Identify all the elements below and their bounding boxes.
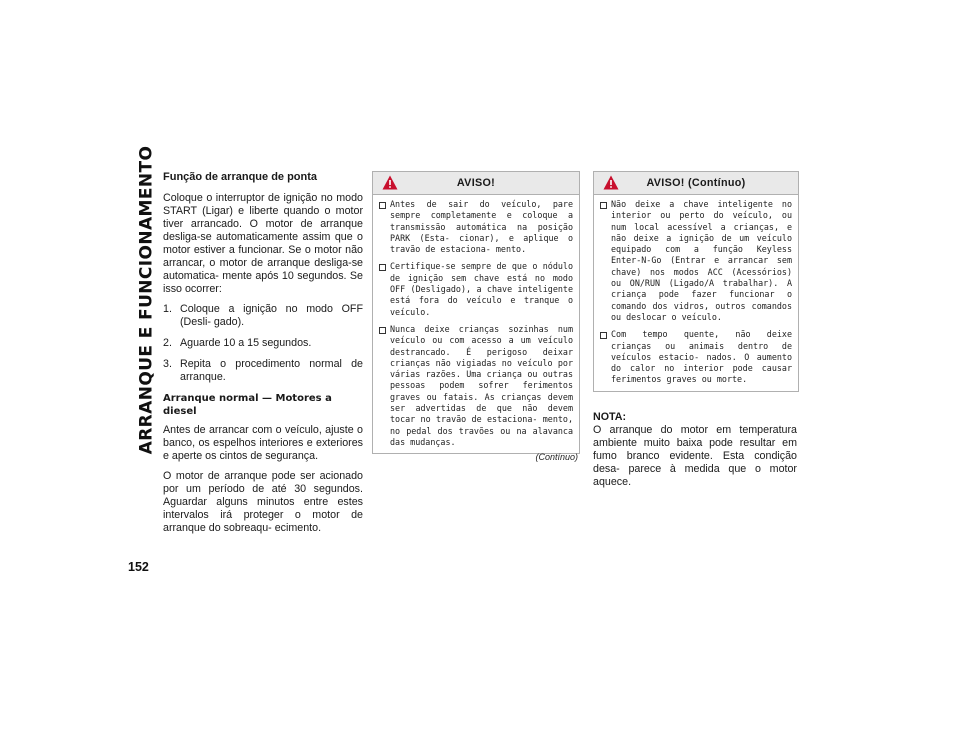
step-text: Coloque a ignição no modo OFF (Desli- gado).: [180, 303, 363, 328]
warning-item: [600, 199, 792, 323]
step-number: 1.: [163, 303, 172, 315]
steps-list: [163, 303, 363, 384]
note-label: NOTA:: [593, 411, 627, 423]
warning-title: AVISO! (Contínuo): [646, 177, 746, 189]
step-number: 2.: [163, 337, 172, 349]
warning-item: [379, 199, 573, 255]
note-text: O arranque do motor em temperatura ambiente muito baixa pode resultar em fumo branco evidente. Esta condição desa- parece à medida que o motor aquece.: [593, 424, 797, 488]
page-number: 152: [128, 560, 149, 574]
intro-paragraph: Coloque o interruptor de ignição no modo START (Ligar) e liberte quando o motor tiver arrancado. O motor de arranque desliga-se automaticamente assim que o motor estiver a funcionar. Se o motor não arrancar, o motor de arranque desliga-se automatica- mente após 10 segundos. Se isso ocorrer:: [163, 192, 363, 295]
warning-item-text: Nunca deixe crianças sozinhas num veículo ou com acesso a um veículo destrancado. É perigoso deixar crianças não vigiadas no veículo por várias razões. Uma criança ou outras pessoas podem sofrer ferimentos graves ou fatais. As crianças devem ser advertidas de que não devem tocar no travão de estaciona- mento, no pedal dos travões ou na alavanca das mudanças.: [390, 323, 573, 447]
checkbox-bullet-icon: [600, 332, 607, 339]
step-item: [163, 303, 363, 329]
section-heading: Função de arranque de ponta: [163, 171, 318, 183]
warning-triangle-icon: [603, 175, 619, 190]
continued-label: (Contínuo): [535, 452, 578, 462]
step-item: [163, 337, 363, 350]
warning-header: [373, 172, 579, 195]
side-section-title: ARRANQUE E FUNCIONAMENTO: [136, 145, 157, 455]
warning-item: [600, 329, 792, 385]
warning-item: [379, 324, 573, 448]
side-section-tab: [133, 145, 159, 455]
checkbox-bullet-icon: [379, 202, 386, 209]
warning-title: AVISO!: [456, 177, 496, 189]
warning-item-text: Certifique-se sempre de que o nódulo de ignição sem chave está no modo OFF (Desligado), a chave inteligente está fora do veículo e tranque o veículo.: [390, 261, 573, 317]
step-number: 3.: [163, 358, 172, 370]
warning-item-text: Não deixe a chave inteligente no interior ou perto do veículo, ou num local acessível a crianças, e não deixe a ignição de um veículo equipado com a função Keyless Enter-N-Go (Entrar e arrancar sem chave) nos modos ACC (Acessórios) ou ON/RUN (Ligado/A trabalhar). A criança pode fazer funcionar o comando dos vidros, outros comandos ou deslocar o veículo.: [611, 199, 792, 322]
warning-item-text: Antes de sair do veículo, pare sempre completamente e coloque a transmissão automática na posição PARK (Esta- cionar), e aplique o travão de estaciona- mento.: [390, 199, 573, 255]
step-text: Aguarde 10 a 15 segundos.: [180, 337, 312, 349]
step-text: Repita o procedimento normal de arranque.: [180, 358, 363, 383]
subsection-heading: Arranque normal — Motores a diesel: [163, 393, 332, 417]
warning-triangle-icon: [382, 175, 398, 190]
paragraph-starter: O motor de arranque pode ser acionado por um período de até 30 segundos. Aguardar alguns minutos entre estes intervalos irá proteger o motor de arranque do sobreaqu- ecimento.: [163, 470, 363, 534]
main-text-column: [163, 171, 363, 542]
warning-box-continued: [593, 171, 799, 392]
warning-item-text: Com tempo quente, não deixe crianças ou animais dentro de veículos estacio- nados. O aumento do calor no interior pode causar ferimentos graves ou morte.: [611, 329, 792, 385]
warning-box: [372, 171, 580, 454]
note-block: [593, 411, 797, 489]
warning-item: [379, 261, 573, 317]
checkbox-bullet-icon: [379, 327, 386, 334]
warning-header: [594, 172, 798, 195]
paragraph-adjust: Antes de arrancar com o veículo, ajuste o banco, os espelhos interiores e exteriores e aperte os cintos de segurança.: [163, 424, 363, 462]
warning-body: [594, 195, 798, 391]
warning-body: [373, 195, 579, 453]
checkbox-bullet-icon: [600, 202, 607, 209]
checkbox-bullet-icon: [379, 264, 386, 271]
step-item: [163, 358, 363, 384]
